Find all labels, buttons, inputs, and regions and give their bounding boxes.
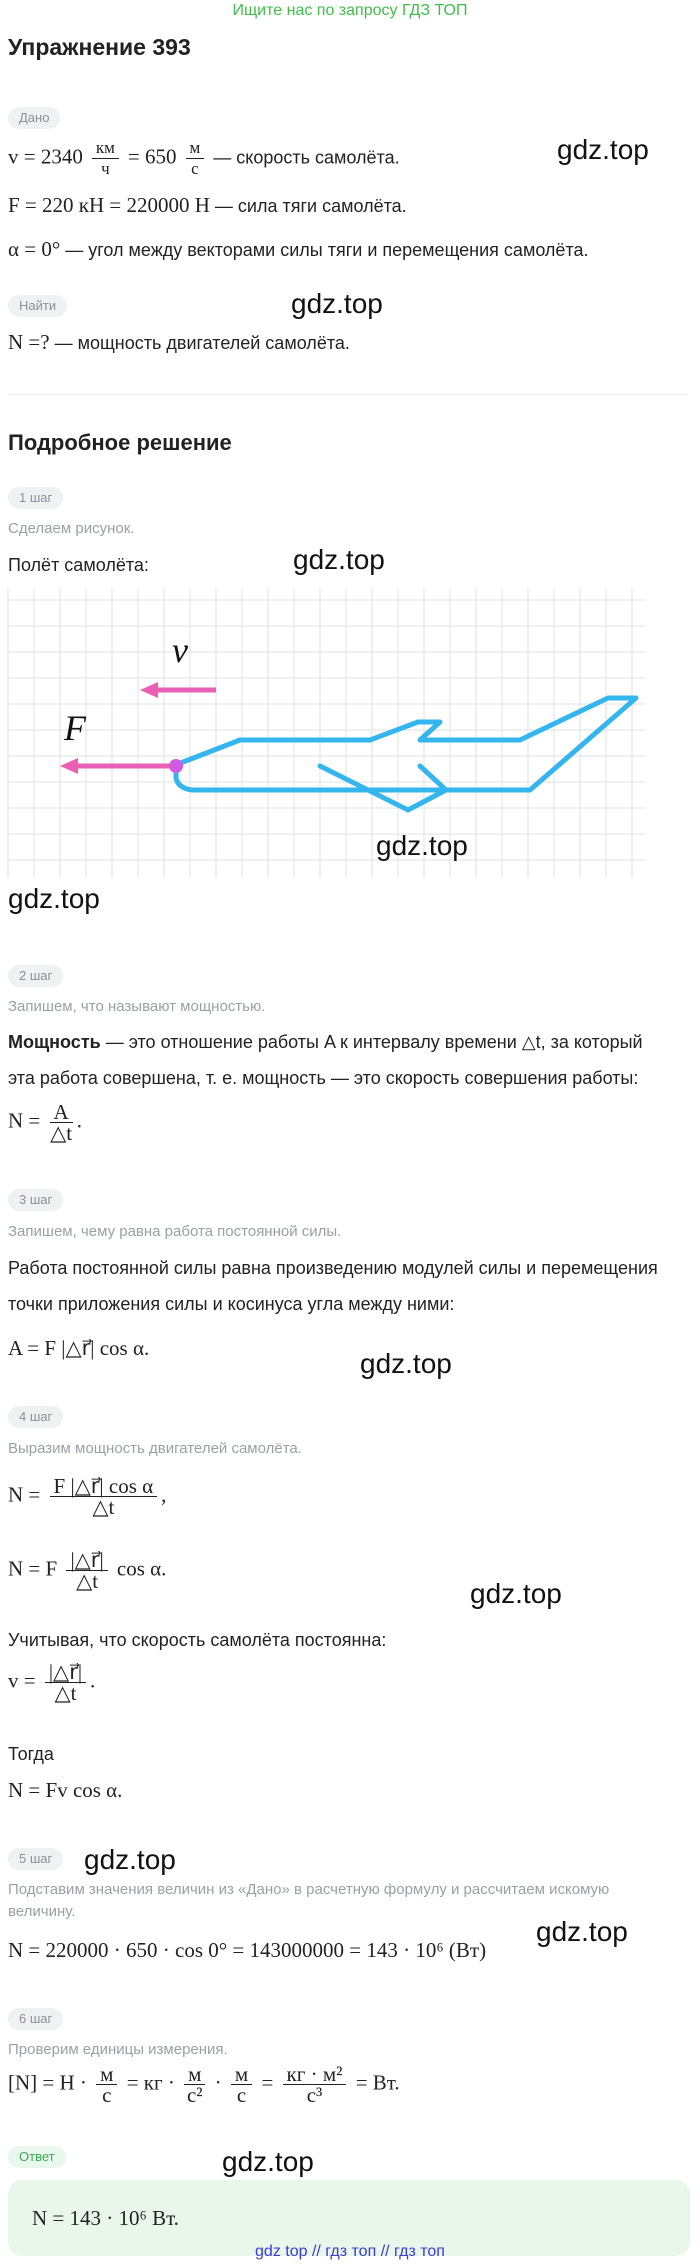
given-line-1: v = 2340 $\frac{км}{ч}$ = 650 $\frac{м}{с}$ — скорость самолёта. — [8, 138, 400, 178]
step-5-chip: 5 шаг — [8, 1848, 63, 1870]
step-5-hint-1: Подставим значения величин из «Дано» в расчетную формулу и рассчитаем искомую — [8, 1881, 610, 1898]
plane-figure — [0, 588, 700, 888]
watermark: gdz.top — [222, 2146, 314, 2177]
step-2-chip: 2 шаг — [8, 965, 63, 987]
step-1-chip: 1 шаг — [8, 487, 63, 509]
step-3-chip: 3 шаг — [8, 1189, 63, 1211]
step-4-hint: Выразим мощность двигателей самолёта. — [8, 1440, 302, 1457]
watermark: gdz.top — [84, 1844, 176, 1875]
plane-outline — [176, 698, 636, 810]
step-4-chip: 4 шаг — [8, 1406, 63, 1428]
find-chip: Найти — [8, 295, 67, 317]
answer-text: N = 143 · 10⁶ Вт. — [32, 2206, 179, 2230]
step-3-text-2: точки приложения силы и косинуса угла между ними: — [8, 1294, 455, 1314]
footer-links[interactable]: gdz top // гдз топ // гдз топ — [255, 2243, 445, 2260]
step-3-formula: A = F |△r⃗| cos α. — [8, 1336, 150, 1360]
step-4-then: Тогда — [8, 1744, 54, 1764]
given-line-3: α = 0° — угол между векторами силы тяги и перемещения самолёта. — [8, 237, 589, 261]
step-6-formula: [N] = Н · $\frac{м}{с}$ = кг · $\frac{м}{\text{с²}}$ · $\frac{м}{с}$ = $\frac{\text{кг · м²}}{\text{с³}}$ = Вт. — [8, 2062, 400, 2107]
step-1-hint: Сделаем рисунок. — [8, 520, 135, 537]
f-label: F⃗ — [64, 708, 114, 748]
answer-chip: Ответ — [8, 2146, 66, 2168]
watermark: gdz.top — [8, 883, 100, 914]
step-3-hint: Запишем, чему равна работа постоянной силы. — [8, 1223, 342, 1240]
step-4-formula-2: N = F $\frac{|\triangle r⃗|}{\triangle t}$ cos α. — [8, 1548, 167, 1593]
step-5-hint-2: величину. — [8, 1903, 76, 1920]
given-line-2: F = 220 кН = 220000 Н — сила тяги самолёта. — [8, 193, 407, 217]
v-label: v⃗ — [172, 630, 216, 670]
step-1-text: Полёт самолёта: — [8, 555, 149, 575]
step-2-formula: N = $\frac{A}{\triangle t}$ . — [8, 1100, 82, 1145]
watermark: gdz.top — [291, 288, 383, 319]
given-chip: Дано — [8, 107, 60, 129]
watermark: gdz.top — [536, 1916, 628, 1947]
step-2-hint: Запишем, что называют мощностью. — [8, 998, 266, 1015]
search-banner[interactable]: Ищите нас по запросу ГДЗ ТОП — [232, 2, 468, 19]
step-2-text-1: Мощность — это отношение работы A к интервалу времени △t, за который — [8, 1032, 643, 1052]
step-4-text: Учитывая, что скорость самолёта постоянна: — [8, 1630, 387, 1650]
divider — [8, 394, 688, 395]
step-4-formula-1: N = $\frac{\text{F |△r⃗| cos α}}{\triangle t}$ , — [8, 1474, 167, 1519]
exercise-title: Упражнение 393 — [8, 34, 191, 60]
solution-title: Подробное решение — [8, 430, 232, 455]
step-6-chip: 6 шаг — [8, 2008, 63, 2030]
step-3-text-1: Работа постоянной силы равна произведению модулей силы и перемещения — [8, 1258, 658, 1278]
application-point — [169, 759, 183, 773]
watermark: gdz.top — [557, 134, 649, 165]
step-4-formula-4: N = Fv cos α. — [8, 1778, 123, 1802]
step-6-hint: Проверим единицы измерения. — [8, 2041, 228, 2058]
find-line: N =? — мощность двигателей самолёта. — [8, 330, 350, 354]
step-4-formula-3: v = $\frac{|\triangle r⃗|}{\triangle t}$ . — [8, 1660, 96, 1705]
watermark: gdz.top — [360, 1348, 452, 1379]
watermark: gdz.top — [376, 830, 468, 861]
step-5-formula: N = 220000 · 650 · cos 0° = 143000000 = 143 · 10⁶ (Вт) — [8, 1938, 487, 1962]
step-2-text-2: эта работа совершена, т. е. мощность — это скорость совершения работы: — [8, 1068, 639, 1088]
watermark: gdz.top — [470, 1578, 562, 1609]
watermark: gdz.top — [293, 544, 385, 575]
